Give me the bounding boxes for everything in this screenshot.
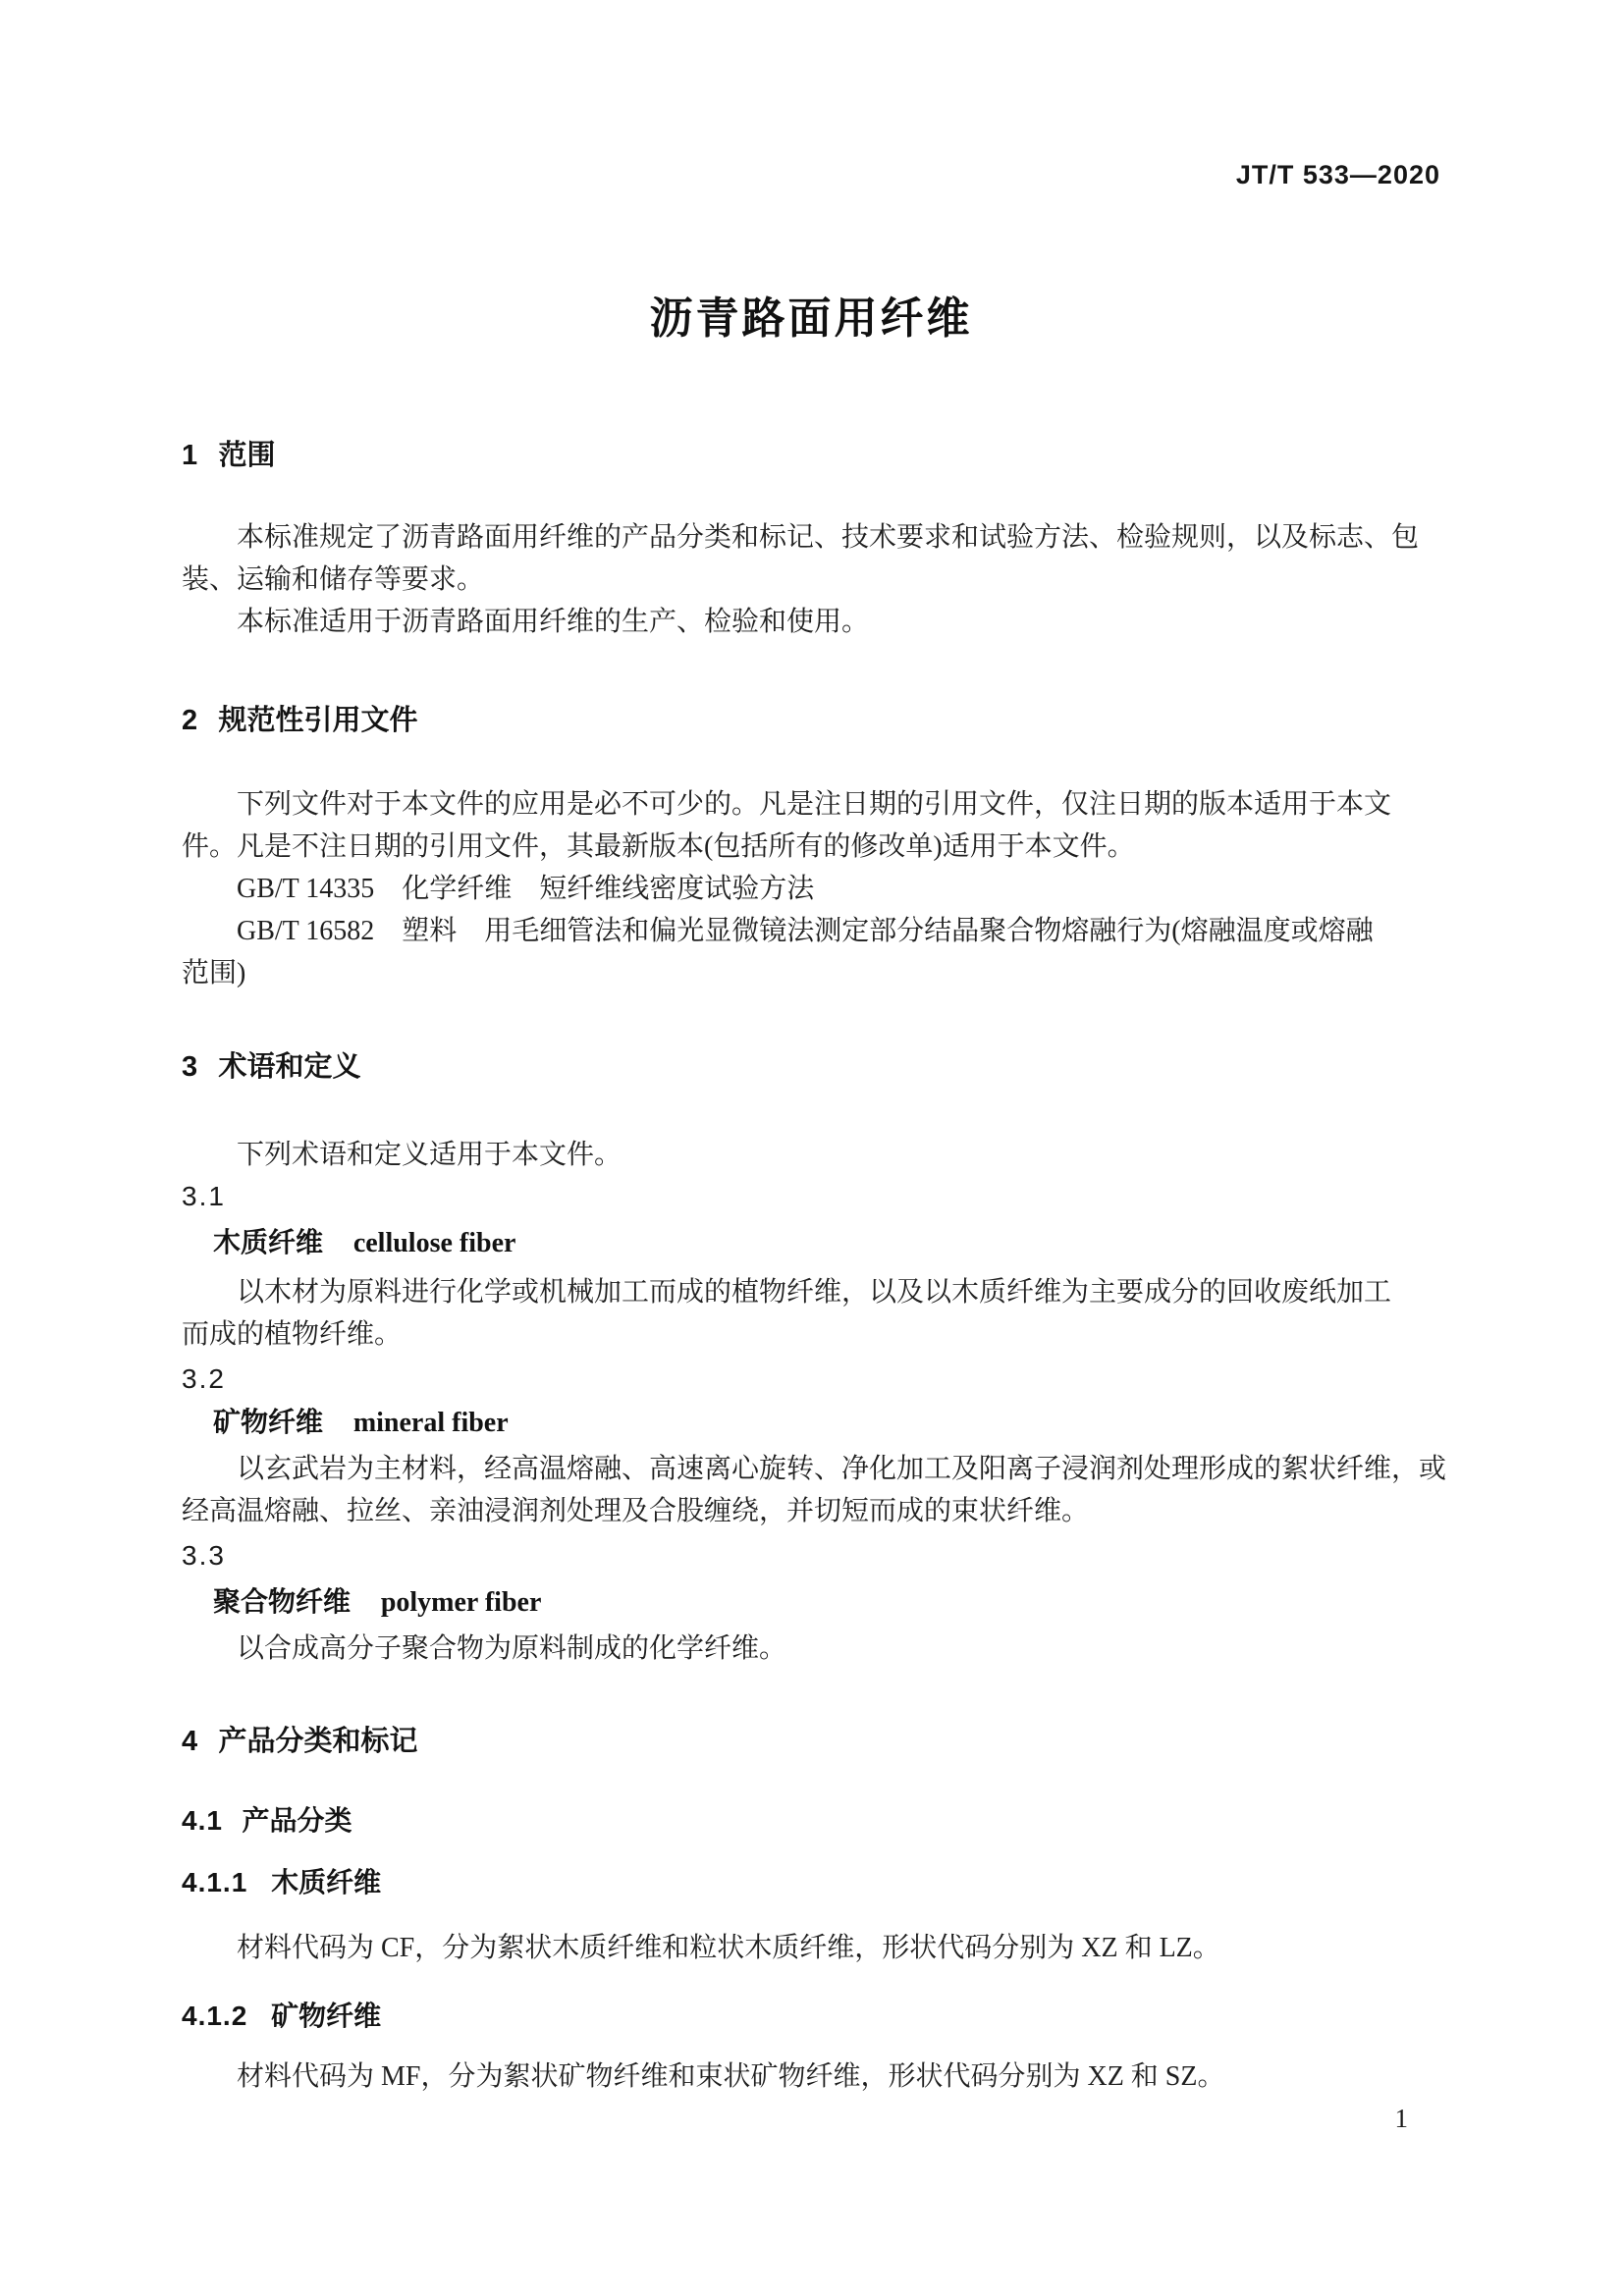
section-4-heading <box>182 1726 1440 1757</box>
sec2-para1-line2: 件。凡是不注日期的引用文件，其最新版本(包括所有的修改单)适用于本文件。 <box>182 831 1135 862</box>
sec2-reference-2-line2: 范围) <box>182 958 246 988</box>
section-4-1-number: 4.1 <box>182 1805 223 1836</box>
sec2-para1-line1: 下列文件对于本文件的应用是必不可少的。凡是注日期的引用文件，仅注日期的版本适用于本文 <box>237 789 1392 820</box>
term-3-definition: 以合成高分子聚合物为原料制成的化学纤维。 <box>237 1633 787 1664</box>
section-4-1-1-number: 4.1.1 <box>182 1867 248 1897</box>
sec2-reference-2-line1: GB/T 16582 塑料 用毛细管法和偏光显微镜法测定部分结晶聚合物熔融行为(熔融温度或熔融 <box>237 916 1374 946</box>
section-4-1-2-heading <box>182 2001 1440 2032</box>
term-2-zh: 矿物纤维 <box>213 1407 324 1437</box>
term-1-en: cellulose fiber <box>352 1228 516 1258</box>
sec4-1-1-para: 材料代码为 CF，分为絮状木质纤维和粒状木质纤维，形状代码分别为 XZ 和 LZ。 <box>237 1933 1220 1963</box>
sec2-reference-1: GB/T 14335 化学纤维 短纤维线密度试验方法 <box>237 874 815 904</box>
term-3-zh: 聚合物纤维 <box>213 1586 352 1617</box>
section-4-1-heading <box>182 1805 1440 1837</box>
section-4-title: 产品分类和标记 <box>218 1726 418 1757</box>
section-1-number: 1 <box>182 440 199 471</box>
section-3-number: 3 <box>182 1051 199 1083</box>
term-3-heading <box>182 1580 1440 1628</box>
sec1-para2: 本标准适用于沥青路面用纤维的生产、检验和使用。 <box>237 607 870 637</box>
section-3-title: 术语和定义 <box>218 1051 361 1083</box>
sec1-para1-line1: 本标准规定了沥青路面用纤维的产品分类和标记、技术要求和试验方法、检验规则，以及标志、包 <box>237 522 1420 553</box>
clause-number-3-1: 3.1 <box>182 1181 226 1211</box>
sec1-para1-line2: 装、运输和储存等要求。 <box>182 564 485 595</box>
section-4-number: 4 <box>182 1726 199 1757</box>
section-1-title: 范围 <box>218 440 276 471</box>
section-4-1-2-title: 矿物纤维 <box>271 2001 382 2031</box>
term-1-definition-line1: 以木材为原料进行化学或机械加工而成的植物纤维，以及以木质纤维为主要成分的回收废纸加工 <box>237 1277 1392 1308</box>
clause-number-3-3: 3.3 <box>182 1540 226 1571</box>
term-3-en: polymer fiber <box>380 1587 542 1618</box>
page-content <box>182 0 1447 2140</box>
term-2-definition-line1: 以玄武岩为主材料，经高温熔融、高速离心旋转、净化加工及阳离子浸润剂处理形成的絮状纤维，或 <box>237 1454 1447 1484</box>
section-4-1-2-number: 4.1.2 <box>182 2001 248 2031</box>
term-1-definition-line2: 而成的植物纤维。 <box>182 1319 403 1350</box>
section-2-title: 规范性引用文件 <box>218 705 418 736</box>
term-1-heading <box>182 1221 1440 1268</box>
section-2-number: 2 <box>182 705 199 736</box>
section-4-1-1-title: 木质纤维 <box>271 1867 382 1897</box>
section-2-heading <box>182 705 1440 736</box>
sec4-1-2-para: 材料代码为 MF，分为絮状矿物纤维和束状矿物纤维，形状代码分别为 XZ 和 SZ。 <box>237 2061 1225 2092</box>
term-2-en: mineral fiber <box>352 1408 509 1438</box>
term-2-heading <box>182 1401 1440 1448</box>
clause-number-3-2: 3.2 <box>182 1363 226 1394</box>
term-2-definition-line2: 经高温熔融、拉丝、亲油浸润剂处理及合股缠绕，并切短而成的束状纤维。 <box>182 1496 1090 1526</box>
section-4-1-title: 产品分类 <box>242 1805 352 1836</box>
section-4-1-1-heading <box>182 1867 1440 1898</box>
section-3-heading <box>182 1051 1440 1083</box>
section-1-heading <box>182 440 1440 471</box>
page-number: 1 <box>1394 2104 1408 2133</box>
document-title: 沥青路面用纤维 <box>649 294 973 343</box>
doc-code: JT/T 533—2020 <box>1235 160 1440 189</box>
term-1-zh: 木质纤维 <box>213 1227 324 1257</box>
sec3-intro: 下列术语和定义适用于本文件。 <box>237 1140 622 1170</box>
